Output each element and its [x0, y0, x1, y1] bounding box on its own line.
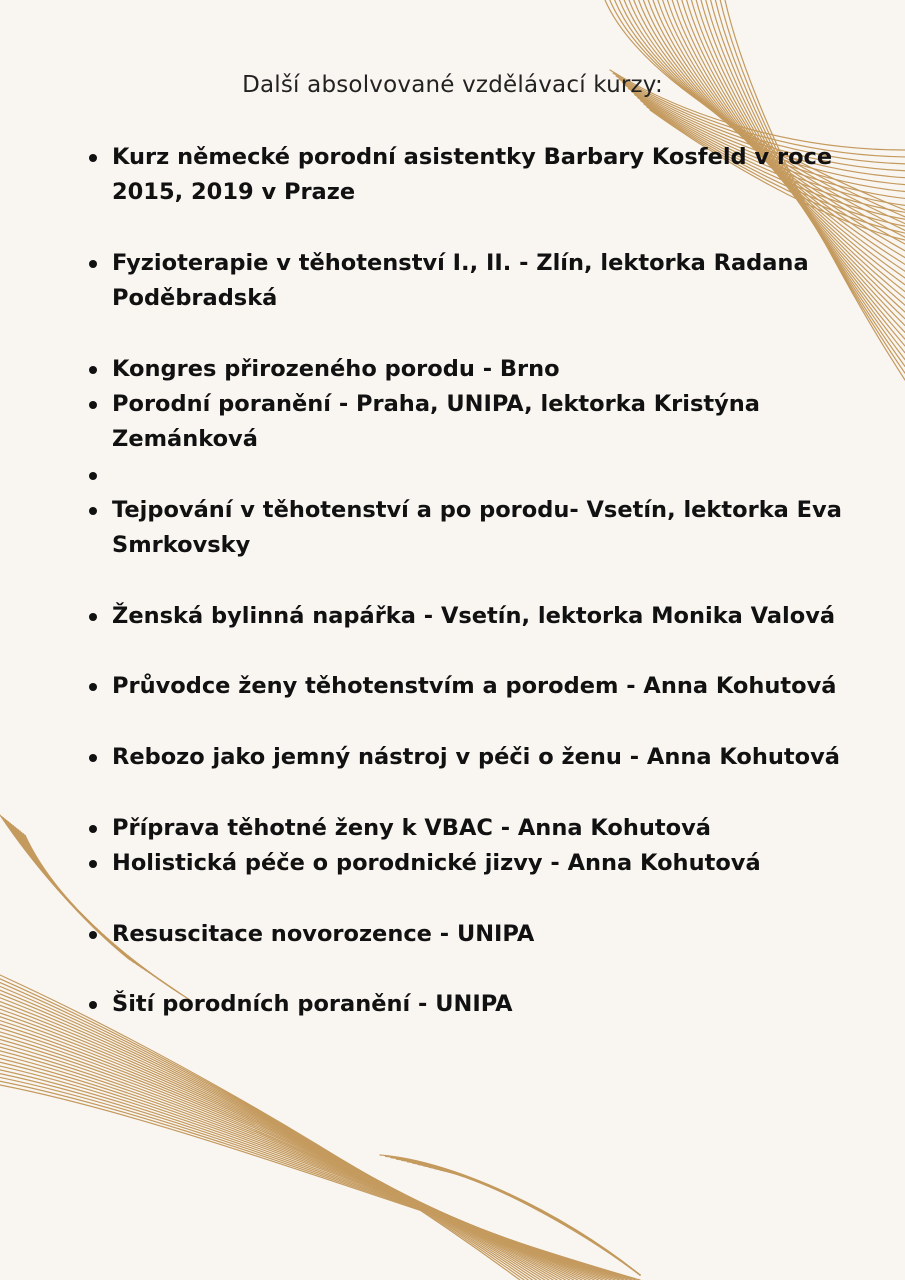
leaf-stroke: [0, 1028, 578, 1280]
course-item-siti: Šití porodních poranění - UNIPA: [112, 987, 852, 1022]
leaf-stroke: [0, 815, 130, 960]
leaf-stroke: [0, 1039, 590, 1280]
leaf-stroke: [413, 1163, 640, 1275]
leaf-stroke: [0, 1002, 549, 1280]
leaf-stroke: [0, 1081, 636, 1280]
leaf-stroke: [0, 1077, 632, 1280]
leaf-stroke: [402, 1160, 640, 1275]
leaf-stroke: [440, 1170, 640, 1275]
leaf-stroke: [0, 1036, 586, 1280]
leaf-stroke: [0, 1051, 603, 1280]
leaf-stroke: [0, 1009, 557, 1280]
course-item-tejpovani: Tejpování v těhotenství a po porodu- Vsetín, lektorka Eva Smrkovsky: [112, 493, 852, 564]
leaf-stroke: [0, 1013, 561, 1280]
leaf-stroke: [0, 1005, 553, 1280]
leaf-stroke: [0, 1024, 574, 1280]
leaf-stroke: [0, 979, 524, 1280]
course-item-fyzioterapie: Fyzioterapie v těhotenství I., II. - Zlín, lektorka Radana Poděbradská: [112, 246, 852, 317]
leaf-stroke: [0, 1074, 628, 1280]
leaf-stroke: [0, 983, 528, 1280]
course-item-jizvy: Holistická péče o porodnické jizvy - Anna Kohutová: [112, 846, 852, 881]
leaf-stroke: [0, 1043, 594, 1280]
course-item-kongres: Kongres přirozeného porodu - Brno: [112, 352, 852, 387]
leaf-stroke: [0, 1021, 570, 1280]
leaf-stroke: [0, 990, 537, 1280]
leaf-stroke: [407, 1162, 640, 1275]
leaf-stroke: [380, 1155, 640, 1275]
leaf-stroke: [0, 1055, 607, 1280]
leaf-stroke: [0, 1017, 566, 1280]
leaf-stroke: [0, 1085, 640, 1280]
course-item-naparka: Ženská bylinná napářka - Vsetín, lektorka Monika Valová: [112, 599, 852, 634]
leaf-stroke: [0, 994, 541, 1280]
leaf-stroke: [396, 1159, 640, 1275]
leaf-stroke: [0, 1058, 611, 1280]
leaf-stroke: [0, 998, 545, 1280]
course-item-pruvodce: Průvodce ženy těhotenstvím a porodem - Anna Kohutová: [112, 669, 852, 704]
leaf-stroke: [424, 1166, 640, 1275]
course-item-kosfeld: Kurz německé porodní asistentky Barbary Kosfeld v roce 2015, 2019 v Praze: [112, 140, 852, 211]
course-list: [112, 140, 852, 1022]
leaf-stroke: [429, 1167, 640, 1275]
leaf-stroke: [435, 1169, 640, 1275]
course-item-porodni-poraneni: Porodní poranění - Praha, UNIPA, lektorka Kristýna Zemánková: [112, 387, 852, 458]
course-item-empty: [112, 458, 852, 493]
leaf-stroke: [418, 1165, 640, 1275]
leaf-stroke: [0, 1047, 599, 1280]
leaf-stroke: [385, 1156, 640, 1275]
leaf-stroke: [0, 1062, 615, 1280]
course-item-vbac: Příprava těhotné ženy k VBAC - Anna Kohutová: [112, 811, 852, 846]
leaf-stroke: [0, 986, 532, 1280]
leaf-stroke: [391, 1158, 640, 1275]
course-item-rebozo: Rebozo jako jemný nástroj v péči o ženu - Anna Kohutová: [112, 740, 852, 775]
leaf-stroke: [0, 1066, 619, 1280]
leaf-stroke: [0, 1032, 582, 1280]
course-item-resuscitace: Resuscitace novorozence - UNIPA: [112, 917, 852, 952]
leaf-stroke: [0, 1070, 623, 1280]
page-heading: Další absolvované vzdělávací kurzy:: [242, 72, 663, 98]
